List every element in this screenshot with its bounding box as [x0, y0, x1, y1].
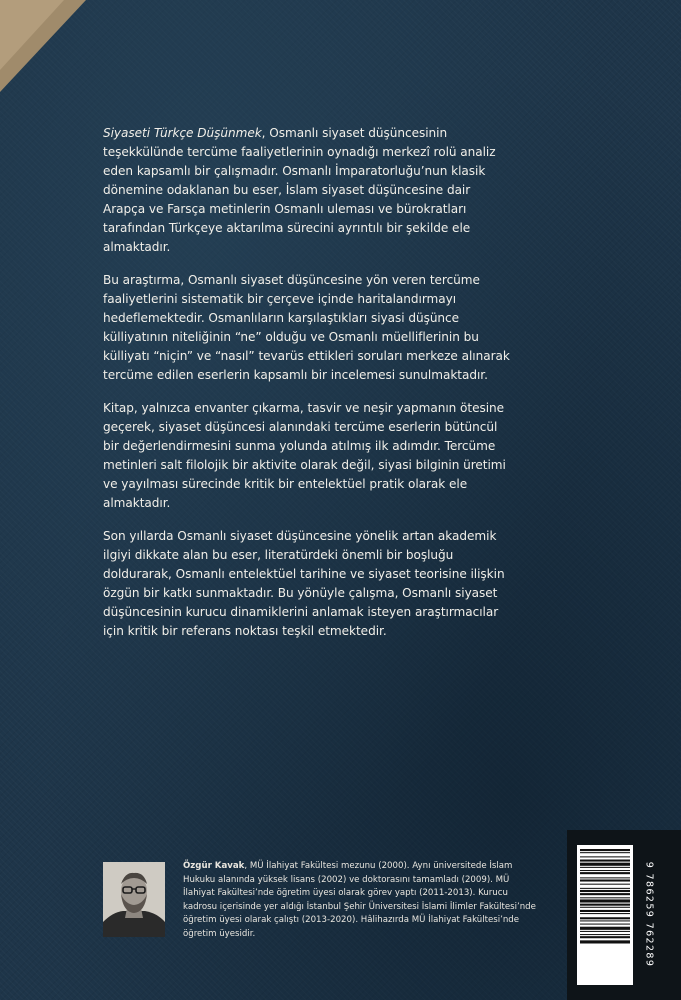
barcode-bar — [580, 910, 630, 912]
barcode-bar — [580, 849, 630, 851]
barcode-bar — [580, 879, 630, 881]
barcode-bar — [580, 860, 630, 862]
back-cover-blurb — [103, 124, 511, 655]
barcode-bar — [580, 897, 630, 898]
barcode-bar — [580, 890, 630, 892]
barcode-bar — [580, 931, 630, 932]
barcode-bar — [580, 940, 630, 943]
paper-corner-highlight — [0, 0, 64, 70]
blurb-paragraph-2: Bu araştırma, Osmanlı siyaset düşüncesine yön veren tercüme faaliyetlerini sistematik bir çerçeve içinde haritalandırmayı hedeflemektedir. Osmanlıların karşılaştıkları siyasi düşünce külliyatının niteliğinin “ne” olduğu ve Osmanlı müelliflerinin bu külliyatı “niçin” ve “nasıl” tevarüs ettikleri soruları merkeze alınarak tercüme edilen eserlerin kapsamlı bir incelemesi sunulmaktadır. — [103, 273, 510, 382]
barcode-bar — [580, 852, 630, 853]
barcode-bar — [580, 927, 630, 930]
barcode-bar — [580, 893, 630, 895]
barcode-bar — [580, 870, 630, 871]
barcode-bar — [580, 888, 630, 889]
barcode-bar — [580, 920, 630, 921]
barcode-bar — [580, 867, 630, 868]
isbn-number — [643, 845, 655, 985]
barcode-bar — [580, 907, 630, 908]
barcode-bar — [580, 877, 630, 878]
barcode-bar — [580, 934, 630, 935]
author-portrait-image — [103, 862, 165, 937]
author-bio — [183, 860, 543, 942]
blurb-paragraph-1-text: , Osmanlı siyaset düşüncesinin teşekkülünde tercüme faaliyetlerinin oynadığı merkezî rolü analiz eden kapsamlı bir çalışmadır. Osmanlı İmparatorluğu’nun klasik dönemine odaklanan bu eser, İslam siyaset düşüncesine dair Arapça ve Farsça metinlerin Osmanlı uleması ve bürokratları tarafından Türkçeye aktarılma sürecini ayrıntılı bir şekilde ele almaktadır. — [103, 126, 496, 254]
blurb-paragraph-3: Kitap, yalnızca envanter çıkarma, tasvir ve neşir yapmanın ötesine geçerek, siyaset düşüncesi alanındaki tercüme eserlerin bütüncül bir değerlendirmesini sunma yolunda atılmış ilk adımdır. Tercüme metinleri salt filolojik bir aktivite olarak değil, siyasi bilginin üretimi ve yayılması sürecinde kritik bir entelektüel pratik olarak ele almaktadır. — [103, 401, 506, 510]
author-photo — [103, 862, 165, 937]
barcode-bar — [580, 913, 630, 914]
author-name: Özgür Kavak — [183, 861, 245, 871]
barcode-bar — [580, 884, 630, 885]
barcode-bar — [580, 872, 630, 874]
blurb-paragraph-4: Son yıllarda Osmanlı siyaset düşüncesine yönelik artan akademik ilgiyi dikkate alan bu eser, literatürdeki önemli bir boşluğu doldurarak, Osmanlı entelektüel tarihine ve siyaset teorisine ilişkin özgün bir katkı sunmaktadır. Bu yönüyle çalışma, Osmanlı siyaset düşüncesinin kurucu dinamiklerini anlamak isteyen araştırmacılar için kritik bir referans noktası teşkil etmektedir. — [103, 529, 505, 638]
isbn-barcode — [577, 845, 633, 985]
barcode-bar — [580, 904, 630, 906]
barcode-bar — [580, 863, 630, 866]
isbn-digits: 9 786259 762289 — [643, 861, 655, 968]
barcode-bar — [580, 899, 630, 902]
barcode-bar — [580, 917, 630, 919]
barcode-bars — [577, 845, 633, 985]
book-title-italic: Siyaseti Türkçe Düşünmek — [103, 126, 262, 140]
barcode-bar — [580, 936, 630, 938]
barcode-bar — [580, 924, 630, 925]
blurb-paragraph-1 — [103, 124, 511, 257]
barcode-bar — [580, 856, 630, 857]
author-bio-text: , MÜ İlahiyat Fakültesi mezunu (2000). Aynı üniversitede İslam Hukuku alanında yüksek lisans (2002) ve doktorasını tamamladı (2009). MÜ İlahiyat Fakültesi’nde öğretim üyesi olarak görev yaptı (2011-2013). Kurucu kadrosu içerisinde yer aldığı İstanbul Şehir Üniversitesi İslami İlimler Fakültesi’nde öğretim üyesi olarak çalıştı (2013-2020). Hâlihazırda MÜ İlahiyat Fakültesi’nde öğretim üyesidir. — [183, 861, 536, 939]
